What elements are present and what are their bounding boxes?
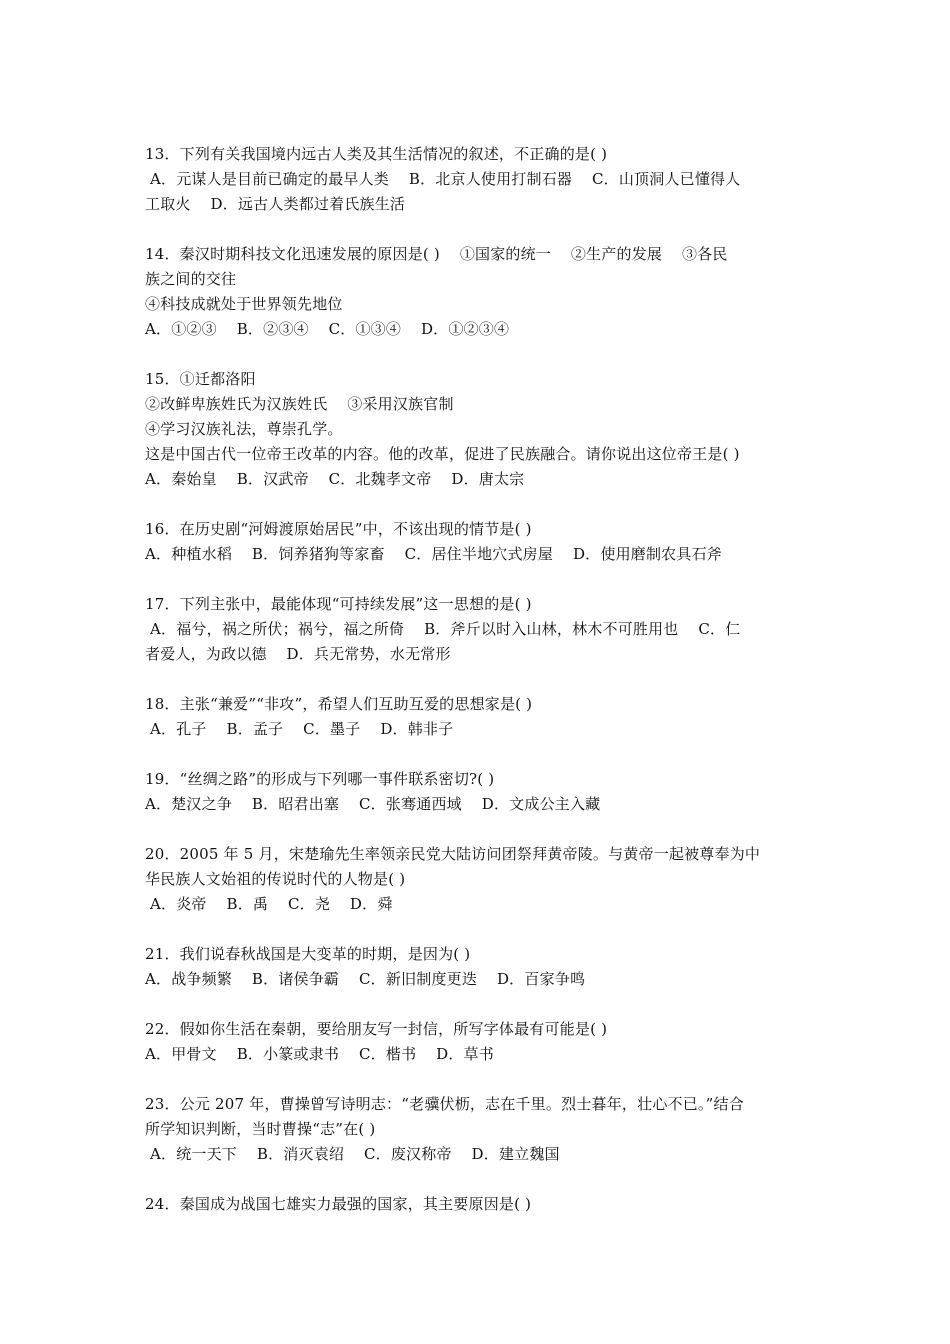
question-line: 20．2005 年 5 月，宋楚瑜先生率领亲民党大陆访问团祭拜黄帝陵。与黄帝一起被尊奉为中: [145, 845, 761, 863]
question-line: A．统一天下 B．消灭袁绍 C．废汉称帝 D．建立魏国: [145, 1145, 560, 1163]
question-line: 17．下列主张中，最能体现“可持续发展”这一思想的是( ): [145, 595, 532, 613]
question-line: A．战争频繁 B．诸侯争霸 C．新旧制度更迭 D．百家争鸣: [145, 970, 586, 988]
question-line: 22．假如你生活在秦朝，要给朋友写一封信，所写字体最有可能是( ): [145, 1020, 608, 1038]
question-line: A．炎帝 B．禹 C．尧 D．舜: [145, 895, 393, 913]
question-block: [145, 1192, 810, 1217]
question-line: A．福兮，祸之所伏；祸兮，福之所倚 B．斧斤以时入山林，林木不可胜用也 C．仁: [145, 620, 741, 638]
question-line: 21．我们说春秋战国是大变革的时期，是因为( ): [145, 945, 471, 963]
question-block: [145, 242, 810, 342]
question-block: [145, 367, 810, 492]
question-line: A．种植水稻 B．饲养猪狗等家畜 C．居住半地穴式房屋 D．使用磨制农具石斧: [145, 545, 722, 563]
question-line: ④科技成就处于世界领先地位: [145, 295, 343, 313]
question-line: 华民族人文始祖的传说时代的人物是( ): [145, 870, 406, 888]
question-block: [145, 1092, 810, 1167]
question-line: 所学知识判断，当时曹操“志”在( ): [145, 1120, 376, 1138]
question-block: [145, 517, 810, 567]
question-line: ④学习汉族礼法，尊崇孔学。: [145, 420, 343, 438]
question-line: 14．秦汉时期科技文化迅速发展的原因是( ) ①国家的统一 ②生产的发展 ③各民: [145, 245, 728, 263]
question-line: A．元谋人是目前已确定的最早人类 B．北京人使用打制石器 C．山顶洞人已懂得人: [145, 170, 741, 188]
exam-page: [145, 142, 810, 1242]
question-line: 19．“丝绸之路”的形成与下列哪一事件联系密切?( ): [145, 770, 495, 788]
question-line: 24．秦国成为战国七雄实力最强的国家，其主要原因是( ): [145, 1195, 532, 1213]
question-line: A．①②③ B．②③④ C．①③④ D．①②③④: [145, 320, 510, 338]
question-block: [145, 1017, 810, 1067]
question-line: 工取火 D．远古人类都过着氏族生活: [145, 195, 406, 213]
question-block: [145, 592, 810, 667]
question-line: 15．①迁都洛阳: [145, 370, 256, 388]
question-line: A．秦始皇 B．汉武帝 C．北魏孝文帝 D．唐太宗: [145, 470, 525, 488]
question-line: A．楚汉之争 B．昭君出塞 C．张骞通西域 D．文成公主入藏: [145, 795, 601, 813]
question-block: [145, 767, 810, 817]
question-line: A．甲骨文 B．小篆或隶书 C．楷书 D．草书: [145, 1045, 494, 1063]
question-line: ②改鲜卑族姓氏为汉族姓氏 ③采用汉族官制: [145, 395, 454, 413]
question-line: 13．下列有关我国境内远古人类及其生活情况的叙述，不正确的是( ): [145, 145, 608, 163]
question-line: 族之间的交往: [145, 270, 237, 288]
question-line: 这是中国古代一位帝王改革的内容。他的改革，促进了民族融合。请你说出这位帝王是( ): [145, 445, 740, 463]
question-line: 23．公元 207 年，曹操曾写诗明志：“老骥伏枥，志在千里。烈士暮年，壮心不已。”结合: [145, 1095, 744, 1113]
question-line: 者爱人，为政以德 D．兵无常势，水无常形: [145, 645, 451, 663]
question-block: [145, 842, 810, 917]
question-line: 18．主张“兼爱”“非攻”，希望人们互助互爱的思想家是( ): [145, 695, 533, 713]
question-line: A．孔子 B．孟子 C．墨子 D．韩非子: [145, 720, 454, 738]
question-line: 16．在历史剧“河姆渡原始居民”中，不该出现的情节是( ): [145, 520, 532, 538]
question-block: [145, 142, 810, 217]
question-block: [145, 692, 810, 742]
question-block: [145, 942, 810, 992]
